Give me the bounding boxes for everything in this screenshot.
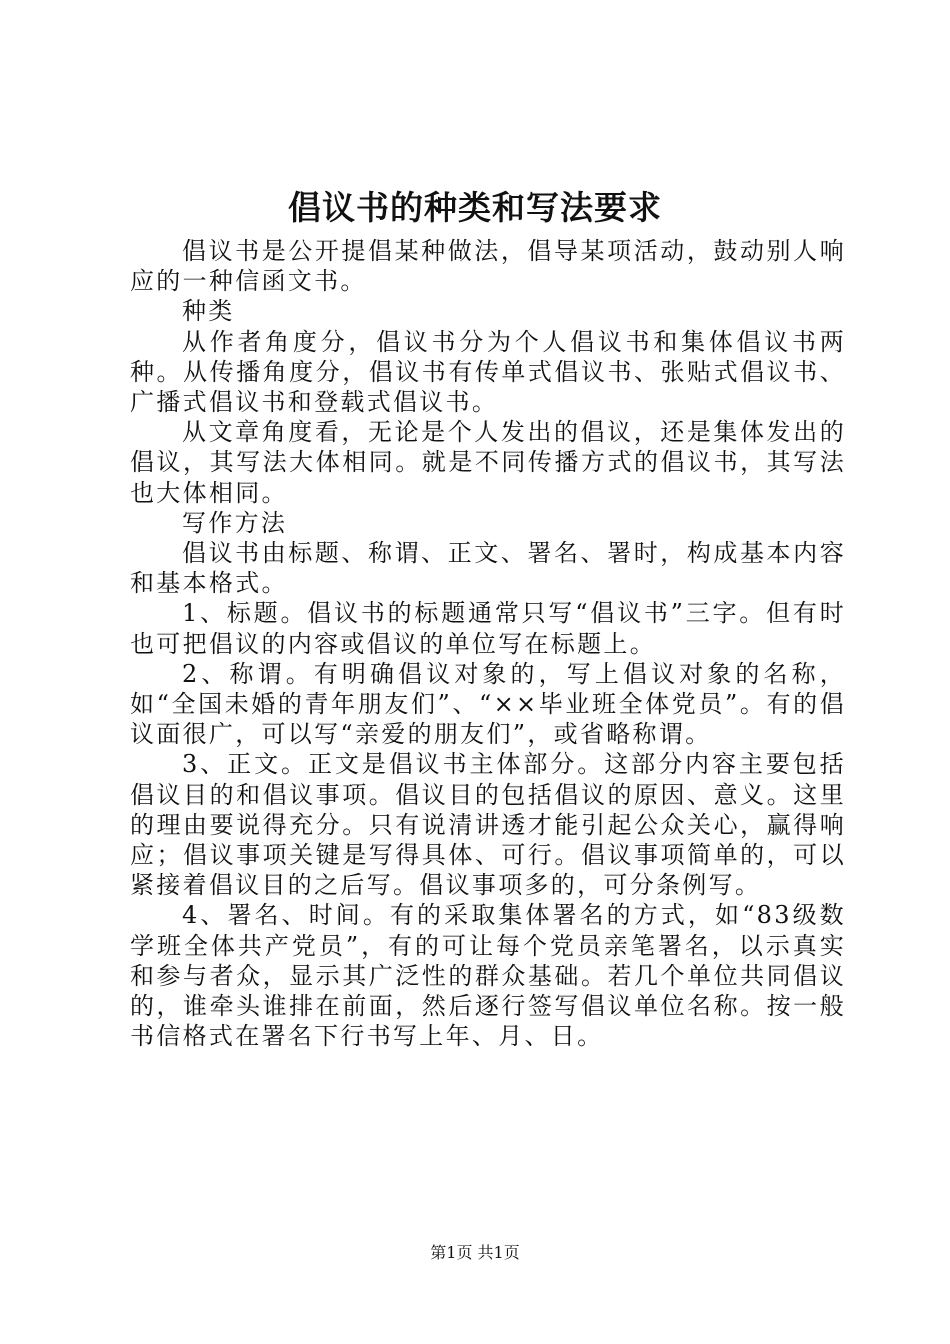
section-heading-writing: 写作方法 [182,508,288,537]
paragraph-item-signature: 4、署名、时间。有的采取集体署名的方式，如“83级数学班全体共产党员”，有的可让每个党员亲笔署名，以示真实和参与者众，显示其广泛性的群众基础。若几个单位共同倡议的，谁牵头谁排在前面，然后逐行签写倡议单位名称。按一般书信格式在署名下行书写上年、月、日。 [130,901,846,1051]
paragraph-item-salutation: 2、称谓。有明确倡议对象的，写上倡议对象的名称，如“全国未婚的青年朋友们”、“××毕业班全体党员”。有的倡议面很广，可以写“亲爱的朋友们”，或省略称谓。 [130,659,846,749]
page-footer: 第1页 共1页 [430,1243,520,1262]
paragraph-item-title: 1、标题。倡议书的标题通常只写“倡议书”三字。但有时也可把倡议的内容或倡议的单位写在标题上。 [130,599,846,658]
paragraph-types-1: 从作者角度分，倡议书分为个人倡议书和集体倡议书两种。从传播角度分，倡议书有传单式倡议书、张贴式倡议书、广播式倡议书和登载式倡议书。 [130,327,846,417]
paragraph-intro: 倡议书是公开提倡某种做法，倡导某项活动，鼓动别人响应的一种信函文书。 [130,237,846,296]
section-heading-types: 种类 [182,297,235,326]
paragraph-types-2: 从文章角度看，无论是个人发出的倡议，还是集体发出的倡议，其写法大体相同。就是不同传播方式的倡议书，其写法也大体相同。 [130,418,846,507]
paragraph-writing-intro: 倡议书由标题、称谓、正文、署名、署时，构成基本内容和基本格式。 [130,539,846,598]
paragraph-item-body: 3、正文。正文是倡议书主体部分。这部分内容主要包括倡议目的和倡议事项。倡议目的包括倡议的原因、意义。这里的理由要说得充分。只有说清讲透才能引起公众关心，赢得响应；倡议事项关键是写得具体、可行。倡议事项简单的，可以紧接着倡议目的之后写。倡议事项多的，可分条例写。 [130,750,846,900]
document-body [130,236,846,1051]
document-title: 倡议书的种类和写法要求 [288,188,662,227]
